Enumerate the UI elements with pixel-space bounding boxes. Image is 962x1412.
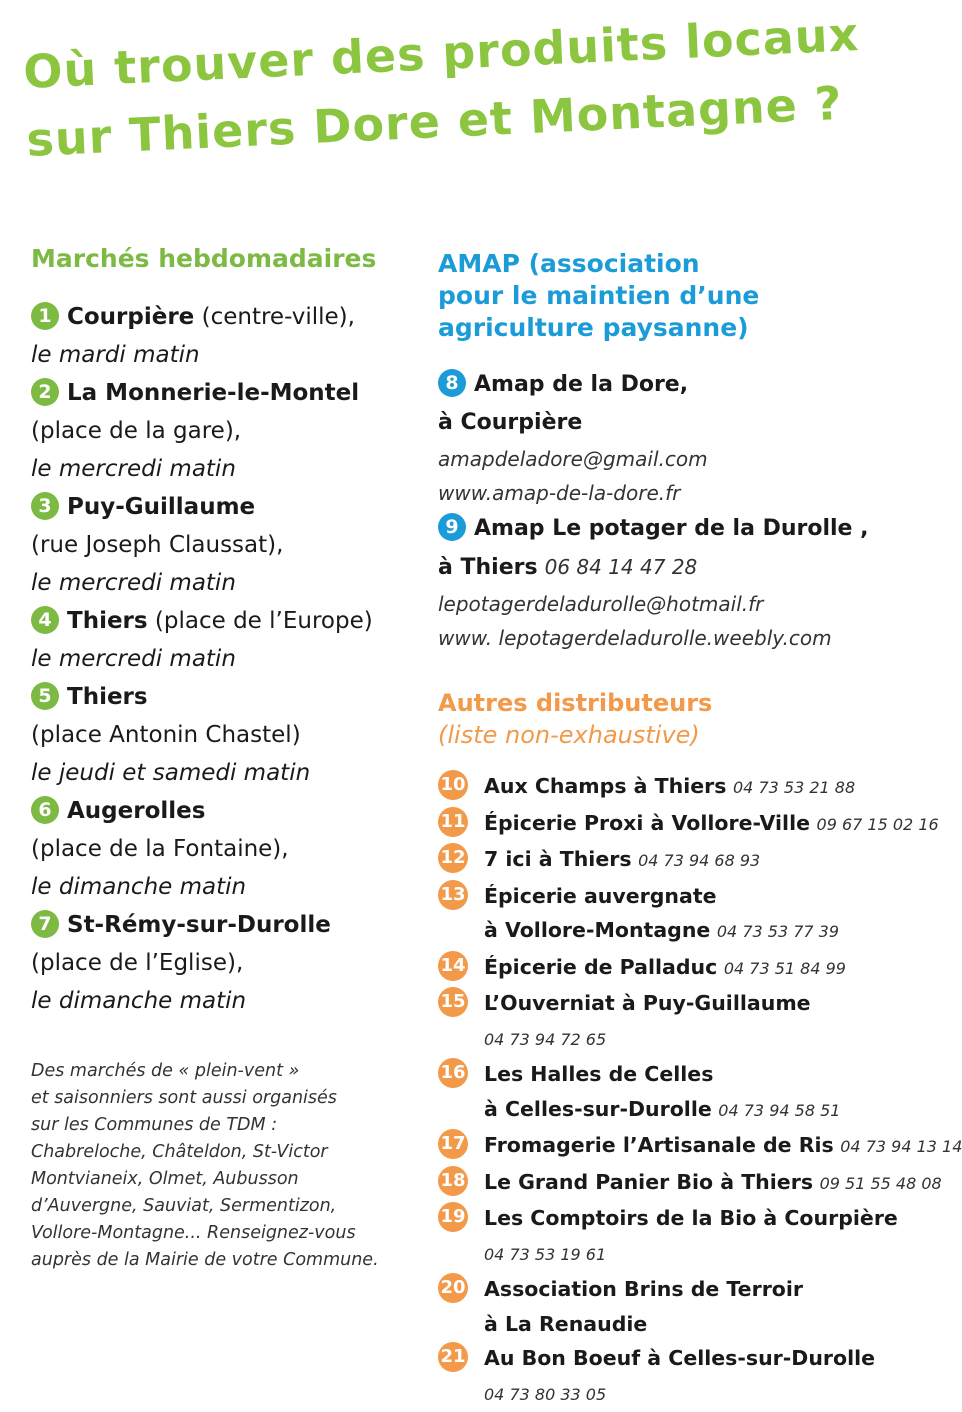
market-when: le jeudi et samedi matin (31, 754, 411, 792)
note-line: auprès de la Mairie de votre Commune. (31, 1247, 411, 1274)
distributor-name: Les Halles de Celles (484, 1062, 713, 1086)
market-number-badge: 6 (31, 796, 59, 824)
distributor-phone: 04 73 53 21 88 (733, 778, 855, 797)
market-place: (place de l’Eglise), (31, 944, 411, 982)
market-item (31, 374, 411, 412)
distributor-item (438, 769, 938, 806)
amap-section (438, 248, 938, 655)
distributor-line-2 (484, 1021, 938, 1058)
amap-email[interactable]: lepotagerdeladurolle@hotmail.fr (438, 587, 938, 621)
distributor-town: à La Renaudie (484, 1312, 647, 1336)
amap-website[interactable]: www. lepotagerdeladurolle.weebly.com (438, 621, 938, 655)
market-place: (place de la gare), (31, 412, 411, 450)
amap-heading (438, 248, 938, 344)
distributor-name: L’Ouverniat à Puy-Guillaume (484, 991, 811, 1015)
market-when: le mercredi matin (31, 564, 411, 602)
distributor-number-badge: 14 (438, 951, 468, 981)
markets-heading: Marchés hebdomadaires (31, 242, 411, 276)
amap-list (438, 366, 938, 655)
distributor-item (438, 950, 938, 987)
distributor-name: Association Brins de Terroir (484, 1277, 803, 1301)
market-when: le mercredi matin (31, 640, 411, 678)
distributor-line-2 (484, 913, 938, 950)
amap-heading-line: pour le maintien d’une (438, 280, 938, 312)
distributor-town: à Vollore-Montagne (484, 918, 710, 942)
amap-number-badge: 9 (438, 513, 466, 541)
amap-name: Amap de la Dore, (474, 372, 688, 397)
markets-list (31, 298, 411, 1020)
page-title (22, 0, 927, 172)
note-line: d’Auvergne, Sauviat, Sermentizon, (31, 1193, 411, 1220)
distributor-town: à Celles-sur-Durolle (484, 1097, 712, 1121)
distributor-number-badge: 16 (438, 1058, 468, 1088)
markets-section (31, 242, 411, 1274)
distributor-number-badge: 15 (438, 987, 468, 1017)
market-number-badge: 3 (31, 492, 59, 520)
market-place: (centre-ville), (194, 304, 355, 330)
market-place: (place Antonin Chastel) (31, 716, 411, 754)
distributor-item (438, 842, 938, 879)
distributors-subheading: (liste non-exhaustive) (438, 719, 938, 751)
market-number-badge: 2 (31, 378, 59, 406)
amap-item (438, 510, 938, 548)
distributor-line-2 (484, 1236, 938, 1273)
note-line: sur les Communes de TDM : (31, 1112, 411, 1139)
distributor-number-badge: 21 (438, 1342, 468, 1372)
distributors-heading: Autres distributeurs (438, 687, 938, 719)
distributor-phone: 04 73 94 68 93 (638, 851, 760, 870)
distributor-item (438, 1272, 938, 1341)
market-number-badge: 7 (31, 910, 59, 938)
distributor-phone: 09 67 15 02 16 (817, 815, 939, 834)
distributor-item (438, 1341, 938, 1412)
distributor-phone: 04 73 94 13 14 (840, 1137, 962, 1156)
note-line: Montvianeix, Olmet, Aubusson (31, 1166, 411, 1193)
amap-phone: 06 84 14 47 28 (545, 555, 698, 579)
distributor-number-badge: 10 (438, 770, 468, 800)
distributor-phone: 04 73 94 72 65 (484, 1030, 606, 1049)
distributor-item (438, 1128, 938, 1165)
distributor-name: Aux Champs à Thiers (484, 774, 726, 798)
distributor-phone: 04 73 80 33 05 (484, 1385, 606, 1404)
distributor-item (438, 879, 938, 950)
distributor-number-badge: 13 (438, 880, 468, 910)
distributor-phone: 04 73 53 19 61 (484, 1245, 606, 1264)
market-item (31, 906, 411, 944)
distributor-number-badge: 17 (438, 1129, 468, 1159)
note-line: Vollore-Montagne... Renseignez-vous (31, 1220, 411, 1247)
distributor-phone: 04 73 94 58 51 (718, 1101, 840, 1120)
market-when: le dimanche matin (31, 868, 411, 906)
market-name: Thiers (67, 608, 148, 634)
distributors-list (438, 769, 938, 1412)
distributor-name: Les Comptoirs de la Bio à Courpière (484, 1206, 898, 1230)
market-item (31, 488, 411, 526)
distributor-number-badge: 19 (438, 1202, 468, 1232)
distributor-number-badge: 18 (438, 1166, 468, 1196)
distributor-item (438, 1057, 938, 1128)
distributor-number-badge: 11 (438, 807, 468, 837)
market-item (31, 298, 411, 336)
distributor-name: 7 ici à Thiers (484, 847, 632, 871)
market-name: Augerolles (67, 798, 205, 824)
distributor-item (438, 986, 938, 1057)
market-name: Puy-Guillaume (67, 494, 255, 520)
distributor-number-badge: 20 (438, 1273, 468, 1303)
market-name: Courpière (67, 304, 194, 330)
amap-heading-line: agriculture paysanne) (438, 312, 938, 344)
distributor-item (438, 1201, 938, 1272)
market-name: St-Rémy-sur-Durolle (67, 912, 331, 938)
distributor-phone: 04 73 53 77 39 (717, 922, 839, 941)
distributor-line-2 (484, 1376, 938, 1412)
distributor-name: Le Grand Panier Bio à Thiers (484, 1170, 813, 1194)
distributor-phone: 09 51 55 48 08 (820, 1174, 942, 1193)
amap-number-badge: 8 (438, 369, 466, 397)
market-number-badge: 1 (31, 302, 59, 330)
distributor-item (438, 806, 938, 843)
market-number-badge: 4 (31, 606, 59, 634)
distributor-item (438, 1165, 938, 1202)
distributor-line-2 (484, 1307, 938, 1342)
market-item (31, 792, 411, 830)
distributor-name: Au Bon Boeuf à Celles-sur-Durolle (484, 1346, 875, 1370)
title-line-1: Où trouver des produits locaux (22, 0, 924, 104)
market-item (31, 602, 411, 640)
note-line: Des marchés de « plein-vent » (31, 1058, 411, 1085)
amap-town-line (438, 548, 938, 587)
amap-website[interactable]: www.amap-de-la-dore.fr (438, 476, 938, 510)
note-line: et saisonniers sont aussi organisés (31, 1085, 411, 1112)
distributor-name: Épicerie Proxi à Vollore-Ville (484, 811, 810, 835)
title-line-2: sur Thiers Dore et Montagne ? (25, 67, 927, 172)
distributor-phone: 04 73 51 84 99 (724, 959, 846, 978)
market-when: le mardi matin (31, 336, 411, 374)
market-place: (place de l’Europe) (148, 608, 373, 634)
market-name: La Monnerie-le-Montel (67, 380, 359, 406)
distributor-name: Épicerie de Palladuc (484, 955, 717, 979)
distributors-section (438, 687, 938, 751)
market-when: le mercredi matin (31, 450, 411, 488)
amap-item (438, 366, 938, 404)
markets-note (31, 1058, 411, 1274)
market-name: Thiers (67, 684, 148, 710)
amap-town: à Thiers (438, 555, 538, 580)
amap-name: Amap Le potager de la Durolle , (474, 516, 869, 541)
distributor-name: Épicerie auvergnate (484, 884, 717, 908)
distributor-line-2 (484, 1092, 938, 1129)
market-number-badge: 5 (31, 682, 59, 710)
market-item (31, 678, 411, 716)
distributor-name: Fromagerie l’Artisanale de Ris (484, 1133, 834, 1157)
amap-town: à Courpière (438, 404, 938, 442)
right-column (438, 248, 938, 1412)
note-line: Chabreloche, Châteldon, St-Victor (31, 1139, 411, 1166)
amap-heading-line: AMAP (association (438, 248, 938, 280)
market-place: (place de la Fontaine), (31, 830, 411, 868)
market-place: (rue Joseph Claussat), (31, 526, 411, 564)
distributor-number-badge: 12 (438, 843, 468, 873)
market-when: le dimanche matin (31, 982, 411, 1020)
amap-email[interactable]: amapdeladore@gmail.com (438, 442, 938, 476)
